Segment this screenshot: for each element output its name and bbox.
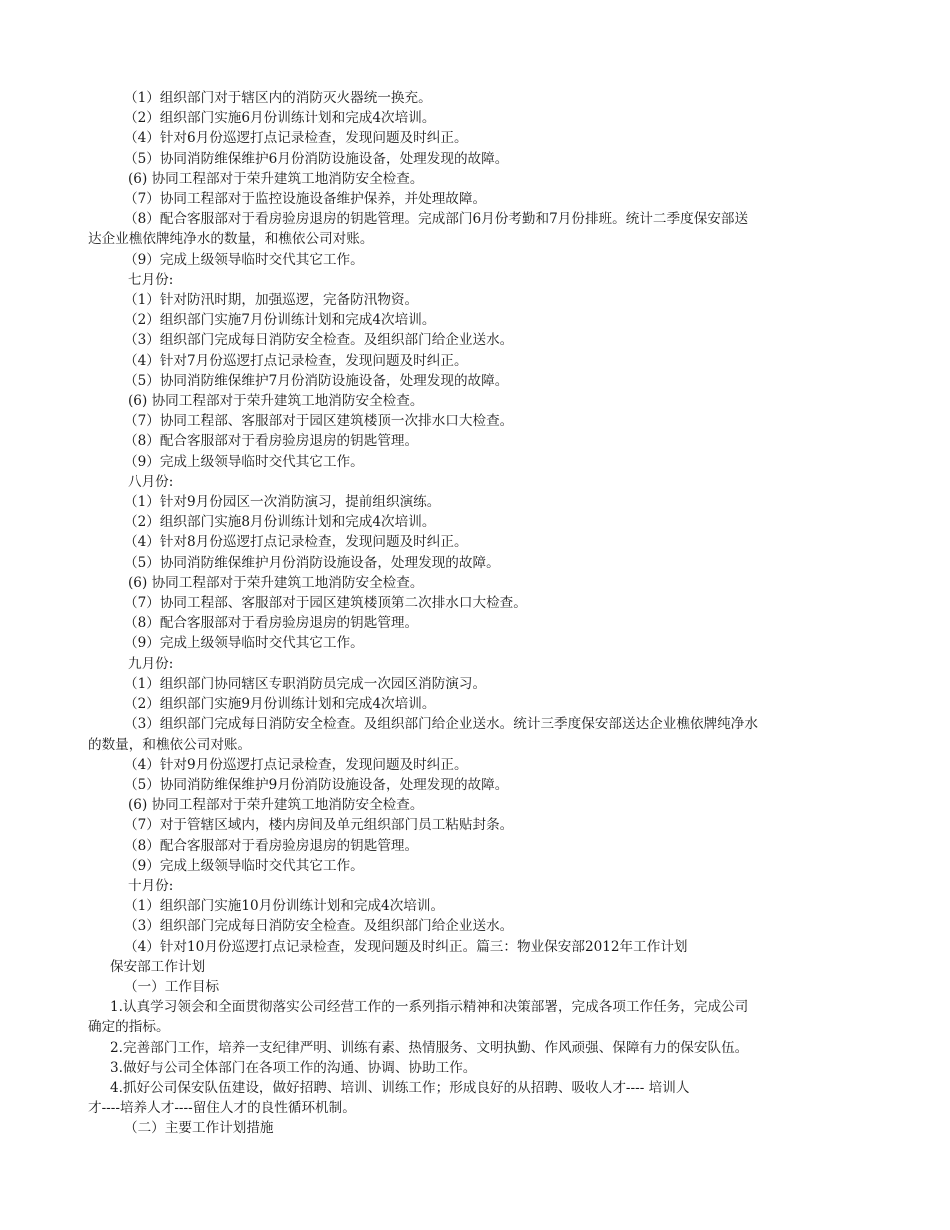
october-item-3: （3）组织部门完成每日消防安全检查。及组织部门给企业送水。 (124, 918, 514, 935)
july-item-3: （3）组织部门完成每日消防安全检查。及组织部门给企业送水。 (124, 332, 514, 349)
july-item-2: （2）组织部门实施7月份训练计划和完成4次培训。 (124, 312, 436, 329)
july-item-1: （1）针对防汛时期，加强巡逻，完备防汛物资。 (124, 292, 419, 309)
september-item-5: （5）协同消防维保维护9月份消防设施设备，处理发现的故障。 (124, 776, 509, 793)
goal-item-4: 4.抓好公司保安队伍建设，做好招聘、培训、训练工作；形成良好的从招聘、吸收人才---- 培训人 (110, 1079, 690, 1096)
july-item-4: （4）针对7月份巡逻打点记录检查，发现问题及时纠正。 (124, 352, 468, 369)
june-item-5: （5）协同消防维保维护6月份消防设施设备，处理发现的故障。 (124, 150, 509, 167)
august-heading: 八月份: (128, 473, 174, 490)
june-item-6: (6) 协同工程部对于荣升建筑工地消防安全检查。 (128, 170, 424, 187)
august-item-7: （7）协同工程部、客服部对于园区建筑楼顶第二次排水口大检查。 (124, 595, 527, 612)
june-item-9: （9）完成上级领导临时交代其它工作。 (124, 251, 364, 268)
september-item-9: （9）完成上级领导临时交代其它工作。 (124, 857, 364, 874)
september-item-4: （4）针对9月份巡逻打点记录检查，发现问题及时纠正。 (124, 756, 468, 773)
august-item-2: （2）组织部门实施8月份训练计划和完成4次培训。 (124, 514, 436, 531)
september-item-7: （7）对于管辖区域内，楼内房间及单元组织部门员工粘贴封条。 (124, 817, 514, 834)
june-item-8-cont: 达企业樵依牌纯净水的数量，和樵依公司对账。 (88, 231, 374, 248)
goal-item-3: 3.做好与公司全体部门在各项工作的沟通、协调、协助工作。 (110, 1059, 477, 1076)
june-item-7: （7）协同工程部对于监控设施设备维护保养，并处理故障。 (124, 191, 487, 208)
july-item-7: （7）协同工程部、客服部对于园区建筑楼顶一次排水口大检查。 (124, 413, 514, 430)
october-heading: 十月份: (128, 877, 174, 894)
june-item-8: （8）配合客服部对于看房验房退房的钥匙管理。完成部门6月份考勤和7月份排班。统计二季度保安部送 (124, 211, 749, 228)
july-item-6: (6) 协同工程部对于荣升建筑工地消防安全检查。 (128, 393, 424, 410)
october-item-4: （4）针对10月份巡逻打点记录检查，发现问题及时纠正。篇三：物业保安部2012年工作计划 (124, 938, 688, 955)
september-item-3: （3）组织部门完成每日消防安全检查。及组织部门给企业送水。统计三季度保安部送达企业樵依牌纯净水 (124, 716, 758, 733)
september-item-6: (6) 协同工程部对于荣升建筑工地消防安全检查。 (128, 797, 424, 814)
august-item-8: （8）配合客服部对于看房验房退房的钥匙管理。 (124, 615, 419, 632)
goal-item-1-cont: 确定的指标。 (88, 1019, 170, 1036)
july-heading: 七月份: (128, 271, 174, 288)
august-item-6: (6) 协同工程部对于荣升建筑工地消防安全检查。 (128, 574, 424, 591)
june-item-4: （4）针对6月份巡逻打点记录检查，发现问题及时纠正。 (124, 130, 468, 147)
document-body (88, 88, 868, 1139)
july-item-9: （9）完成上级领导临时交代其它工作。 (124, 453, 364, 470)
june-item-1: （1）组织部门对于辖区内的消防灭火器统一换充。 (124, 90, 432, 106)
goal-item-2: 2.完善部门工作，培养一支纪律严明、训练有素、热情服务、文明执勤、作风顽强、保障有力的保安队伍。 (110, 1039, 749, 1056)
september-heading: 九月份: (128, 655, 174, 672)
august-item-4: （4）针对8月份巡逻打点记录检查，发现问题及时纠正。 (124, 534, 468, 551)
october-item-1: （1）组织部门实施10月份训练计划和完成4次培训。 (124, 898, 445, 915)
july-item-8: （8）配合客服部对于看房验房退房的钥匙管理。 (124, 433, 419, 450)
section-heading-2: （二）主要工作计划措施 (124, 1120, 274, 1137)
july-item-5: （5）协同消防维保维护7月份消防设施设备，处理发现的故障。 (124, 372, 509, 389)
september-item-1: （1）组织部门协同辖区专职消防员完成一次园区消防演习。 (124, 675, 487, 692)
june-item-2: （2）组织部门实施6月份训练计划和完成4次培训。 (124, 110, 436, 127)
september-item-3-cont: 的数量，和樵依公司对账。 (88, 736, 252, 753)
section-heading-1: （一）工作目标 (124, 978, 220, 995)
goal-item-1: 1.认真学习领会和全面贯彻落实公司经营工作的一系列指示精神和决策部署，完成各项工作任务，完成公司 (110, 999, 749, 1016)
september-item-8: （8）配合客服部对于看房验房退房的钥匙管理。 (124, 837, 419, 854)
plan-title: 保安部工作计划 (110, 958, 206, 975)
august-item-9: （9）完成上级领导临时交代其它工作。 (124, 635, 364, 652)
september-item-2: （2）组织部门实施9月份训练计划和完成4次培训。 (124, 696, 436, 713)
august-item-5: （5）协同消防维保维护月份消防设施设备，处理发现的故障。 (124, 554, 500, 571)
august-item-1: （1）针对9月份园区一次消防演习，提前组织演练。 (124, 494, 441, 511)
goal-item-4-cont: 才----培养人才----留住人才的良性循环机制。 (88, 1100, 356, 1117)
